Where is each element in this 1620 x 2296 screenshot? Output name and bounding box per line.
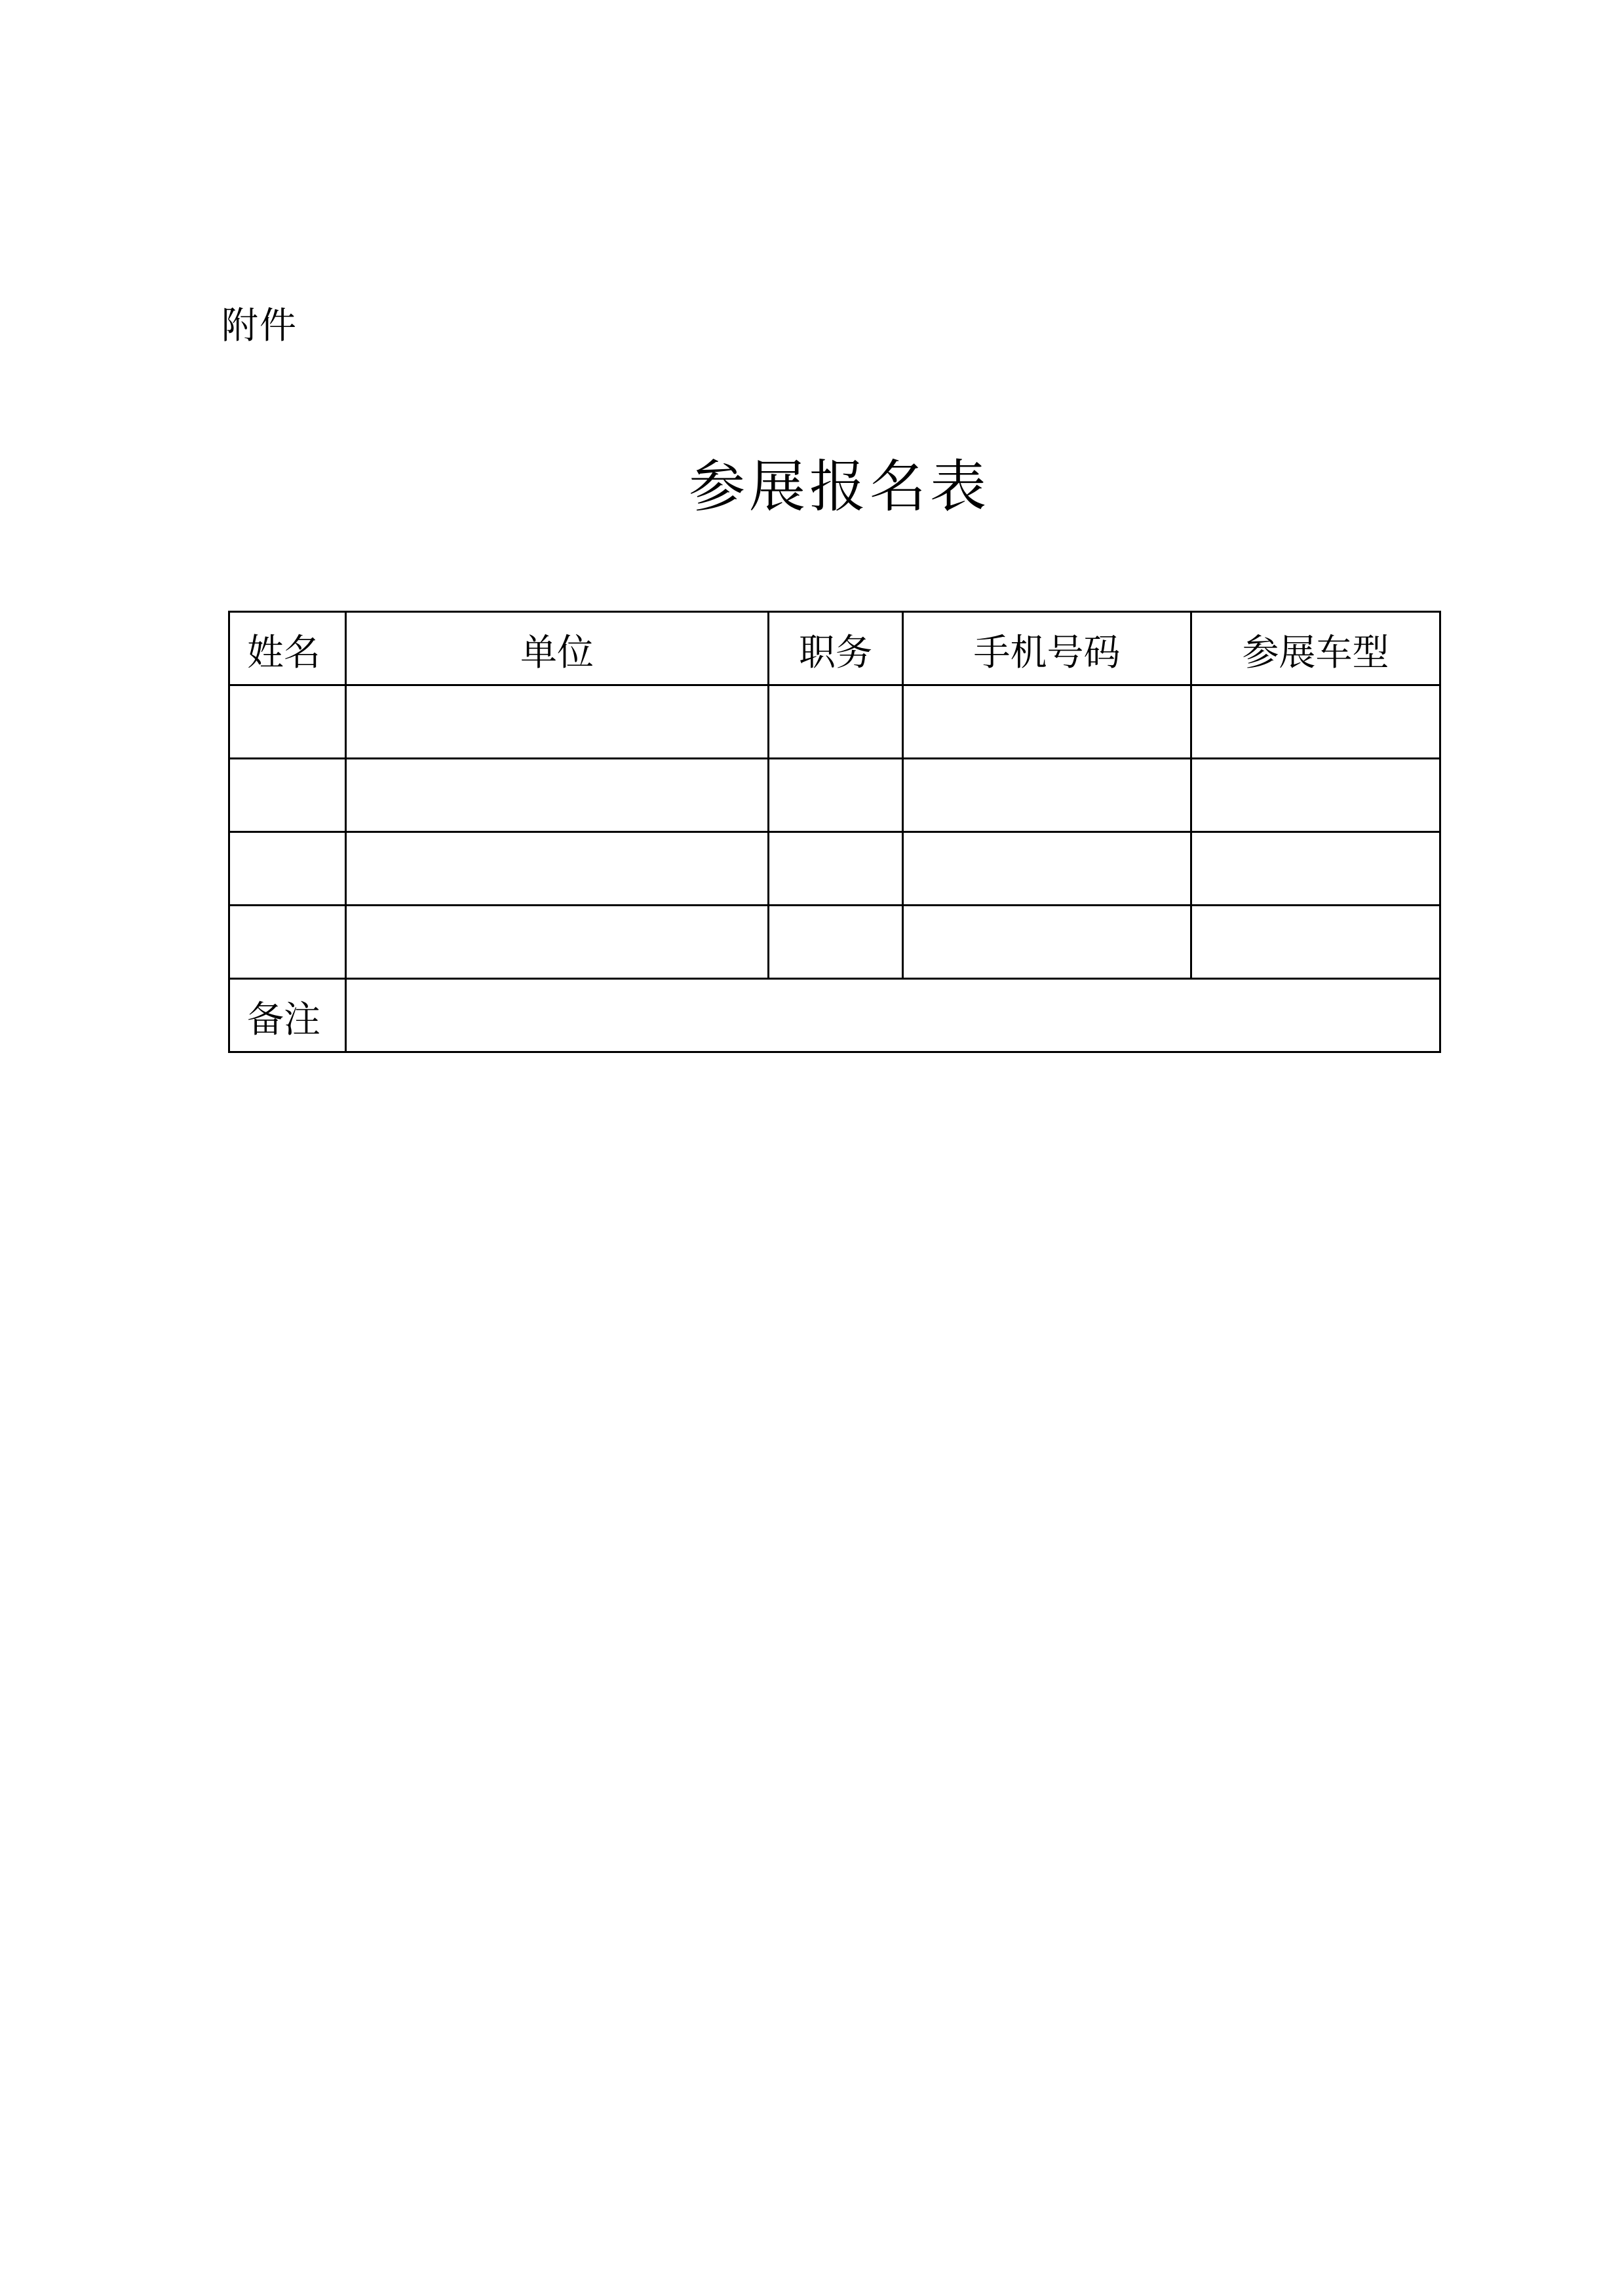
table-row <box>229 832 1440 906</box>
cell-position[interactable] <box>769 832 903 906</box>
page-title: 参展报名表 <box>689 454 990 520</box>
cell-organization[interactable] <box>346 759 769 832</box>
table-row <box>229 906 1440 979</box>
cell-organization[interactable] <box>346 685 769 759</box>
attachment-label: 附件 <box>222 305 298 347</box>
table-row <box>229 685 1440 759</box>
notes-row <box>229 979 1440 1052</box>
cell-name[interactable] <box>229 832 346 906</box>
header-name: 姓名 <box>229 612 346 685</box>
notes-label: 备注 <box>229 979 346 1052</box>
cell-phone[interactable] <box>903 759 1191 832</box>
registration-table <box>228 611 1441 1053</box>
cell-phone[interactable] <box>903 906 1191 979</box>
cell-vehicle-model[interactable] <box>1191 759 1440 832</box>
cell-vehicle-model[interactable] <box>1191 685 1440 759</box>
cell-phone[interactable] <box>903 832 1191 906</box>
cell-position[interactable] <box>769 685 903 759</box>
cell-vehicle-model[interactable] <box>1191 906 1440 979</box>
cell-name[interactable] <box>229 685 346 759</box>
header-organization: 单位 <box>346 612 769 685</box>
cell-phone[interactable] <box>903 685 1191 759</box>
cell-name[interactable] <box>229 759 346 832</box>
header-vehicle-model: 参展车型 <box>1191 612 1440 685</box>
header-position: 职务 <box>769 612 903 685</box>
cell-position[interactable] <box>769 759 903 832</box>
cell-name[interactable] <box>229 906 346 979</box>
cell-organization[interactable] <box>346 832 769 906</box>
notes-cell[interactable] <box>346 979 1440 1052</box>
cell-position[interactable] <box>769 906 903 979</box>
header-phone: 手机号码 <box>903 612 1191 685</box>
table-row <box>229 759 1440 832</box>
table-header-row <box>229 612 1440 685</box>
cell-organization[interactable] <box>346 906 769 979</box>
cell-vehicle-model[interactable] <box>1191 832 1440 906</box>
